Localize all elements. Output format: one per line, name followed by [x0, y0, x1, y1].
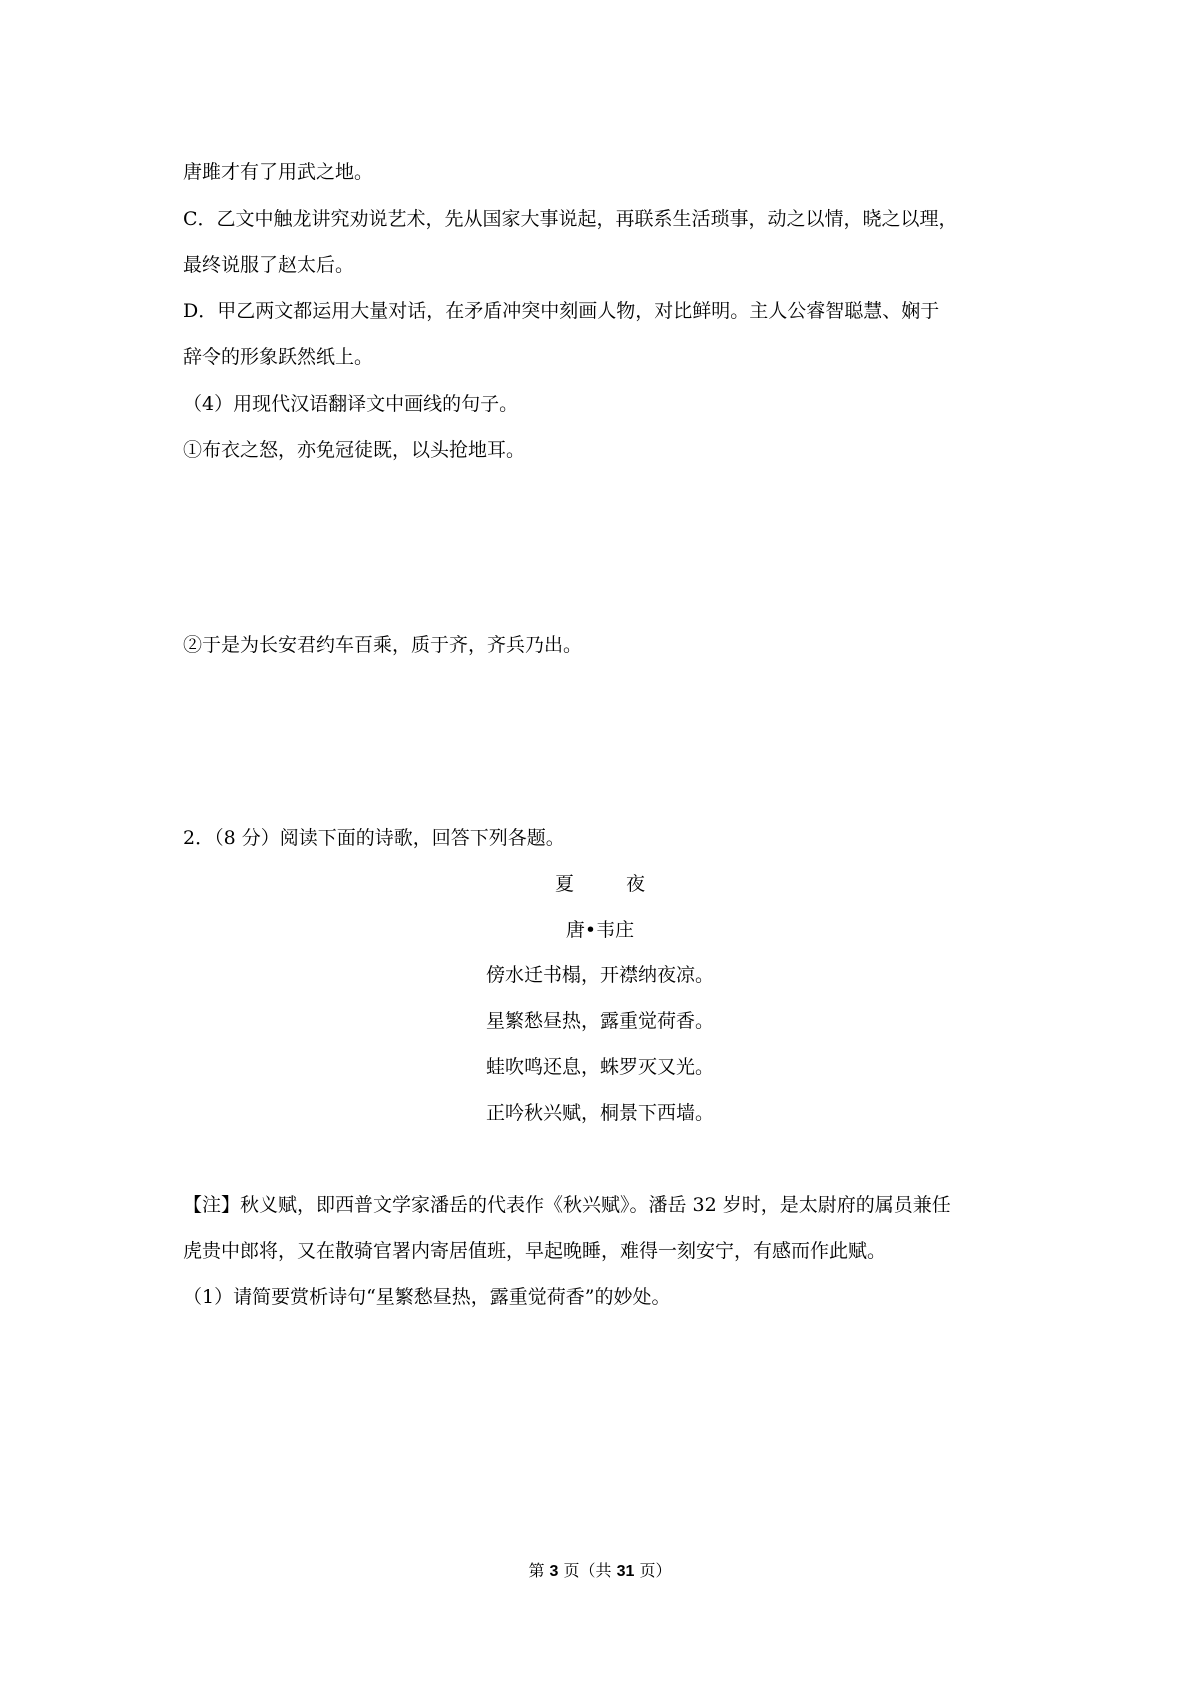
footer-suffix: 页）	[639, 1561, 672, 1580]
footer-middle: 页（共	[563, 1561, 612, 1580]
poem-title-char: 夏	[554, 873, 574, 895]
poem-title-char: 夜	[626, 873, 646, 895]
poem-title	[0, 872, 1200, 896]
question-4-sentence-1: ①布衣之怒，亦免冠徒既，以头抢地耳。	[183, 439, 526, 461]
question-4-sentence-2: ②于是为长安君约车百乘，质于齐，齐兵乃出。	[183, 634, 583, 656]
question-4-prompt: （4）用现代汉语翻译文中画线的句子。	[183, 393, 519, 415]
poem-note-line-1: 【注】秋义赋，即西普文学家潘岳的代表作《秋兴赋》。潘岳 32 岁时，是太尉府的属员兼任	[183, 1194, 951, 1216]
poem-line: 傍水迁书榻，开襟纳夜凉。	[485, 964, 714, 986]
footer-prefix: 第	[528, 1561, 545, 1580]
body-text-line: 唐雎才有了用武之地。	[183, 161, 374, 183]
question-2-sub-question-1: （1）请简要赏析诗句“星繁愁昼热，露重觉荷香”的妙处。	[183, 1286, 671, 1308]
question-2-header: 2．（8 分）阅读下面的诗歌，回答下列各题。	[183, 827, 565, 849]
option-c-line-1: C．乙文中触龙讲究劝说艺术，先从国家大事说起，再联系生活琐事，动之以情，晓之以理，	[183, 208, 958, 230]
poem-author: 唐•韦庄	[565, 919, 635, 941]
footer-total-pages: 31	[616, 1563, 635, 1580]
option-d-line-1: D．甲乙两文都运用大量对话，在矛盾冲突中刻画人物，对比鲜明。主人公睿智聪慧、娴于	[183, 300, 940, 322]
poem-note-line-2: 虎贵中郎将，又在散骑官署内寄居值班，早起晚睡，难得一刻安宁，有感而作此赋。	[183, 1240, 887, 1262]
poem-line: 蛙吹鸣还息，蛛罗灭又光。	[485, 1056, 714, 1078]
option-c-line-2: 最终说服了赵太后。	[183, 254, 355, 276]
poem-line: 正吟秋兴赋，桐景下西墙。	[485, 1102, 714, 1124]
footer-current-page: 3	[549, 1563, 559, 1580]
page-footer	[0, 1561, 1200, 1582]
poem-line: 星繁愁昼热，露重觉荷香。	[485, 1010, 714, 1032]
option-d-line-2: 辞令的形象跃然纸上。	[183, 346, 374, 368]
